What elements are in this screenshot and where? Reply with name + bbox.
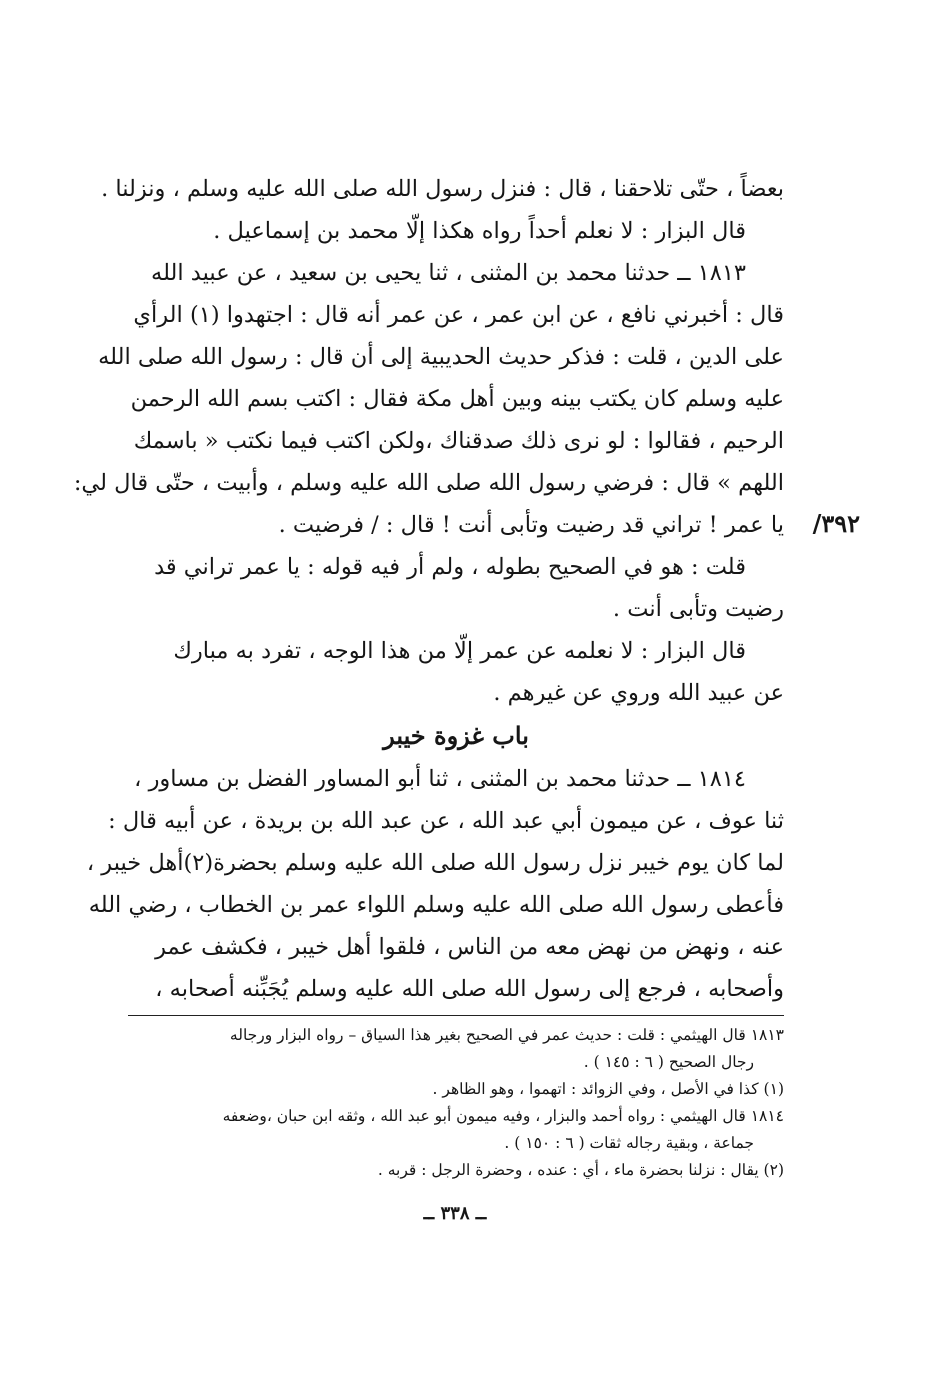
text-line: عنه ، ونهض من نهض معه من الناس ، فلقوا أهل خيبر ، فكشف عمر [155, 934, 784, 960]
page-number: ــ ٣٣٨ ــ [423, 1203, 487, 1224]
main-text [73, 168, 784, 1010]
footnotes [128, 1022, 784, 1184]
text-line: عن عبيد الله وروي عن غيرهم . [493, 680, 784, 706]
text-line: قال : أخبرني نافع ، عن ابن عمر ، عن عمر أنه قال : اجتهدوا (١) الرأي [133, 302, 784, 328]
footnote-line: (٢) يقال : نزلنا بحضرة ماء ، أي : عنده ، وحضرة الرجل : قربه . [377, 1161, 784, 1179]
hadith-1813-start: ١٨١٣ ــ حدثنا محمد بن المثنى ، ثنا يحيى بن سعيد ، عن عبيد الله [151, 260, 746, 286]
text-line: عليه وسلم كان يكتب بينه وبين أهل مكة فقال : اكتب بسم الله الرحمن [130, 386, 784, 412]
text-line: الرحيم ، فقالوا : لو نرى ذلك صدقناك ،ولكن اكتب فيما نكتب « باسمك [133, 428, 784, 454]
footnote-line: ١٨١٣ قال الهيثمي : قلت : حديث عمر في الصحيح بغير هذا السياق – رواه البزار ورجاله [229, 1026, 784, 1044]
text-line: لما كان يوم خيبر نزل رسول الله صلى الله عليه وسلم بحضرة(٢)أهل خيبر ، [86, 850, 784, 876]
text-line: فأعطى رسول الله صلى الله عليه وسلم اللواء عمر بن الخطاب ، رضي الله [88, 892, 784, 918]
footnote-line: ١٨١٤ قال الهيثمي : رواه أحمد والبزار ، وفيه ميمون أبو عبد الله ، وثقه ابن حبان ،وضعفه [222, 1107, 784, 1125]
text-line: ثنا عوف ، عن ميمون أبي عبد الله ، عن عبد الله بن بريدة ، عن أبيه قال : [108, 808, 784, 834]
text-line: رضيت وتأبى أنت . [612, 596, 784, 622]
section-heading: باب غزوة خيبر [383, 721, 529, 750]
hadith-1814-start: ١٨١٤ ــ حدثنا محمد بن المثنى ، ثنا أبو المساور الفضل بن مساور ، [134, 766, 746, 792]
text-line: قال البزار : لا نعلم أحداً رواه هكذا إلّا محمد بن إسماعيل . [213, 218, 746, 244]
text-line: بعضاً ، حتّى تلاحقنا ، قال : فنزل رسول الله صلى الله عليه وسلم ، ونزلنا . [101, 176, 784, 202]
footnote-line: (١) كذا في الأصل ، وفي الزوائد : اتهموا ، وهو الظاهر . [432, 1080, 784, 1098]
footnote-line: جماعة ، وبقية رجاله ثقات ( ٦ : ١٥٠ ) . [504, 1134, 754, 1152]
manuscript-page-marker: ٣٩٢/ [812, 509, 860, 538]
footnote-divider [128, 1015, 784, 1016]
text-line: على الدين ، قلت : فذكر حديث الحديبية إلى أن قال : رسول الله صلى الله [98, 344, 784, 370]
text-line: اللهم » قال : فرضي رسول الله صلى الله عليه وسلم ، وأبيت ، حتّى قال لي: [73, 470, 784, 496]
text-line: يا عمر ! تراني قد رضيت وتأبى أنت ! قال : / فرضيت . [278, 512, 784, 538]
text-line: قال البزار : لا نعلمه عن عمر إلّا من هذا الوجه ، تفرد به مبارك [173, 638, 746, 664]
text-line: قلت : هو في الصحيح بطوله ، ولم أر فيه قوله : يا عمر تراني قد [154, 554, 746, 580]
footnote-line: رجال الصحيح ( ٦ : ١٤٥ ) . [583, 1053, 754, 1071]
text-line: وأصحابه ، فرجع إلى رسول الله صلى الله عليه وسلم يُجَبِّنه أصحابه ، [155, 976, 784, 1002]
